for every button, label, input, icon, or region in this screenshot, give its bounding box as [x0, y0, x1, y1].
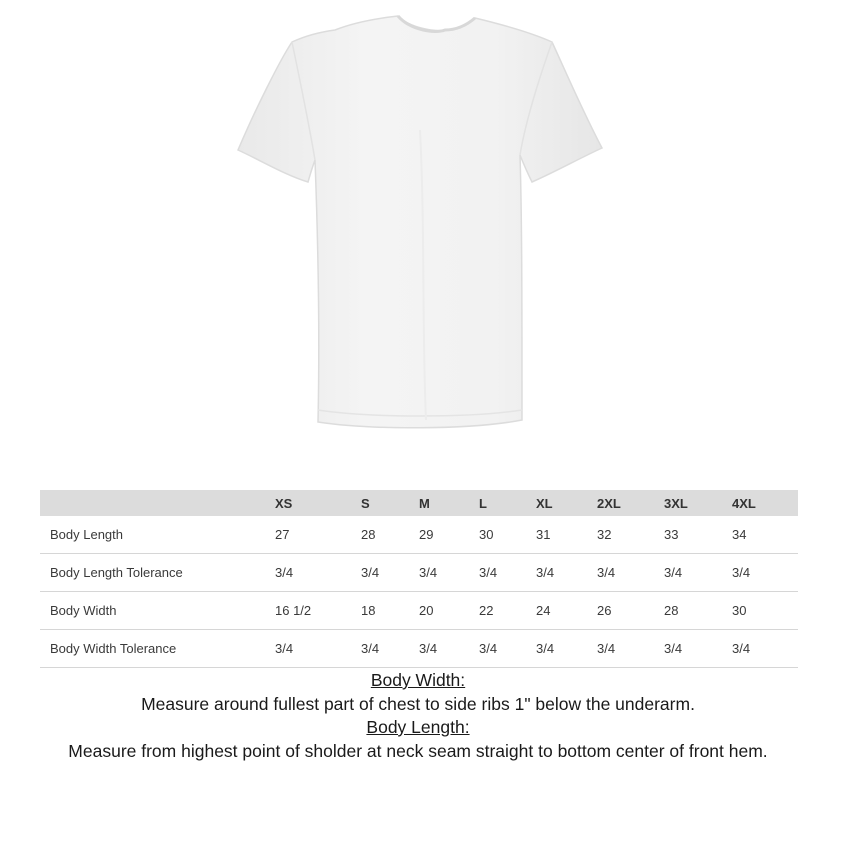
header-cell-xs: XS: [275, 495, 293, 511]
table-cell: 3/4: [536, 554, 597, 592]
table-cell: 30: [732, 592, 798, 630]
table-cell: 28: [361, 516, 419, 554]
header-cell-xl: XL: [536, 495, 553, 511]
header-cell-l: L: [479, 495, 487, 511]
table-row: [40, 592, 798, 630]
table-cell: 3/4: [732, 554, 798, 592]
table-cell: 16 1/2: [275, 592, 361, 630]
table-cell: 34: [732, 516, 798, 554]
table-cell: 29: [419, 516, 479, 554]
table-cell: 3/4: [361, 630, 419, 668]
body-length-heading: Body Length:: [366, 717, 470, 737]
table-cell: 3/4: [275, 554, 361, 592]
table-cell: 31: [536, 516, 597, 554]
table-cell: 33: [664, 516, 732, 554]
header-cell-4xl: 4XL: [732, 495, 756, 511]
tshirt-image: [230, 10, 610, 440]
table-cell: 3/4: [275, 630, 361, 668]
table-cell: 3/4: [597, 554, 664, 592]
table-cell: 3/4: [732, 630, 798, 668]
header-cell-m: M: [419, 495, 430, 511]
white-tshirt-icon: [230, 10, 610, 440]
header-cell-s: S: [361, 495, 370, 511]
table-cell: 18: [361, 592, 419, 630]
header-cell-2xl: 2XL: [597, 495, 621, 511]
table-cell: 28: [664, 592, 732, 630]
row-label: Body Length: [40, 516, 275, 554]
row-label: Body Length Tolerance: [40, 554, 275, 592]
table-cell: 22: [479, 592, 536, 630]
table-cell: 20: [419, 592, 479, 630]
row-label: Body Width: [40, 592, 275, 630]
table-cell: 32: [597, 516, 664, 554]
table-cell: 3/4: [664, 630, 732, 668]
row-label: Body Width Tolerance: [40, 630, 275, 668]
table-cell: 3/4: [664, 554, 732, 592]
table-cell: 27: [275, 516, 361, 554]
table-cell: 3/4: [479, 554, 536, 592]
table-cell: 3/4: [479, 630, 536, 668]
table-cell: 3/4: [536, 630, 597, 668]
body-width-text: Measure around fullest part of chest to side ribs 1" below the underarm.: [141, 693, 695, 714]
table-cell: 3/4: [361, 554, 419, 592]
table-cell: 3/4: [597, 630, 664, 668]
table-cell: 3/4: [419, 630, 479, 668]
size-header-row: [40, 490, 798, 516]
table-row: [40, 516, 798, 554]
size-chart-table: [40, 490, 798, 668]
table-row: [40, 630, 798, 668]
table-cell: 26: [597, 592, 664, 630]
body-length-text: Measure from highest point of sholder at neck seam straight to bottom center of front hem.: [68, 740, 768, 761]
table-cell: 3/4: [419, 554, 479, 592]
measurement-notes: [0, 669, 836, 763]
header-cell: [40, 490, 275, 516]
table-cell: 30: [479, 516, 536, 554]
table-row: [40, 554, 798, 592]
body-width-heading: Body Width:: [370, 670, 466, 690]
header-cell-3xl: 3XL: [664, 495, 688, 511]
table-cell: 24: [536, 592, 597, 630]
